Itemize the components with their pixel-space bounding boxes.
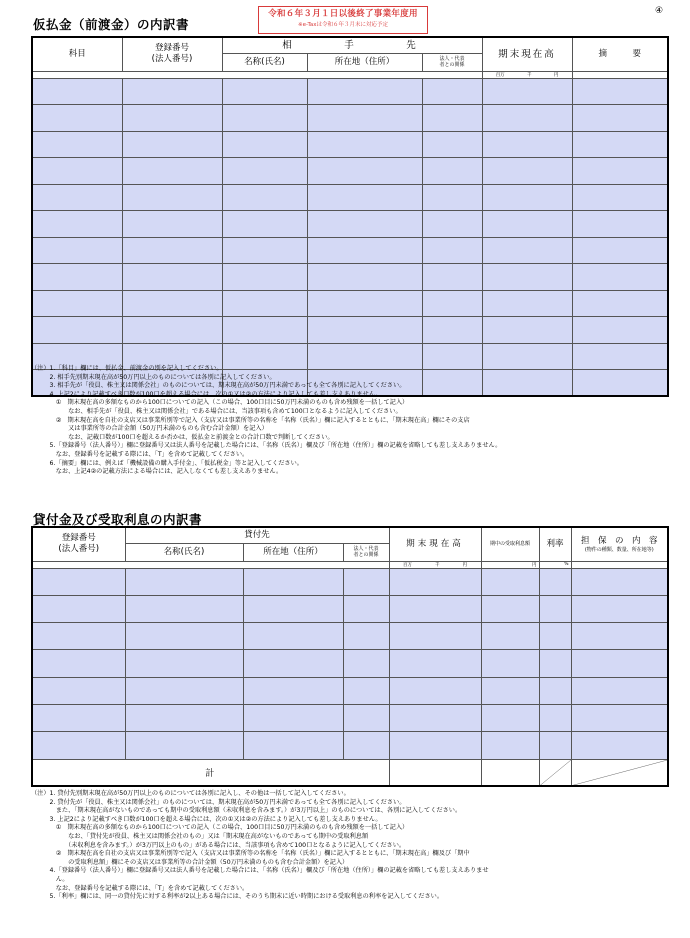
unit-spacer-right xyxy=(572,71,668,78)
kankei-cell[interactable] xyxy=(343,704,389,731)
header-touroku2-line1: 登録番号 xyxy=(61,533,96,544)
kankei-cell[interactable] xyxy=(422,131,482,158)
tanpo-cell[interactable] xyxy=(571,650,668,677)
unit-row2-interest xyxy=(481,561,539,568)
touroku-cell[interactable] xyxy=(122,317,222,344)
header-touroku2 xyxy=(32,527,125,561)
unit-row2 xyxy=(389,561,481,568)
note-line: 4.「登録番号（法人番号）」欄に登録番号又は法人番号を記載した場合には、「名称（氏名）」欄及び「所在地（住所）」欄の記載を省略しても差し支えありませ xyxy=(31,867,489,875)
kamoku-cell[interactable] xyxy=(32,158,122,185)
header-tanpo-main: 担 保 の 内 容 xyxy=(581,535,658,546)
shozaichi-cell[interactable] xyxy=(243,568,343,595)
header-kankei2-line1: 法人・代表 xyxy=(353,546,379,552)
note-line: なお、相手先が「役員、株主又は関係会社」である場合には、当該事項も含めて100口となるように記入してください。 xyxy=(31,407,402,415)
riritsu-cell[interactable] xyxy=(539,704,571,731)
note-line: （注）1. 貸付先別期末現在高が50万円以上のものについては各別に記入し、その他は一括して記入してください。 xyxy=(31,790,350,797)
total-tanpo-slash xyxy=(571,759,668,786)
header-touroku2-line2: (法人番号) xyxy=(58,544,100,555)
kimatsu-cell[interactable] xyxy=(389,650,481,677)
touroku-cell[interactable] xyxy=(32,623,125,650)
kankei-cell[interactable] xyxy=(422,211,482,238)
section2-notes xyxy=(31,790,671,902)
uketori-cell[interactable] xyxy=(481,677,539,704)
kimatsu-cell[interactable] xyxy=(482,131,572,158)
note-line: なお、記載口数が100口を超えるか否かは、仮払金と前渡金との合計口数で判断してください。 xyxy=(31,433,334,441)
shozaichi-cell[interactable] xyxy=(307,158,422,185)
header-kimatsu: 期末現在高 xyxy=(482,37,572,71)
unit-hyakuman: 百万 xyxy=(495,72,505,78)
uketori-cell[interactable] xyxy=(481,623,539,650)
meishou-cell[interactable] xyxy=(125,650,243,677)
header-shozaichi2: 所在地（住所） xyxy=(243,543,343,561)
kankei-cell[interactable] xyxy=(343,732,389,759)
prepayment-rows xyxy=(32,78,668,396)
touroku-cell[interactable] xyxy=(32,650,125,677)
meishou-cell[interactable] xyxy=(222,131,307,158)
unit-spacer xyxy=(32,71,482,78)
header-kankei2 xyxy=(343,543,389,561)
meishou-cell[interactable] xyxy=(222,158,307,185)
note-line: 3. 上記2により記載すべき口数が100口を超える場合には、次の①又は②の方法により記入しても差し支えありません。 xyxy=(31,815,382,823)
badge-line1: 令和６年３月１日以後終了事業年度用 xyxy=(268,9,418,19)
riritsu-cell[interactable] xyxy=(539,732,571,759)
header-tekiyou: 摘 要 xyxy=(572,37,668,71)
kamoku-cell[interactable] xyxy=(32,237,122,264)
tekiyou-cell[interactable] xyxy=(572,158,668,185)
meishou-cell[interactable] xyxy=(222,237,307,264)
kankei-cell[interactable] xyxy=(343,650,389,677)
meishou-cell[interactable] xyxy=(125,623,243,650)
note-line: ① 期末現在高の多額なものから100口についての記入（この場合、100口目に50万円未満のものも含め残額を一括して記入） xyxy=(31,399,409,407)
note-line: 2. 相手先別期末現在高が50万円以上のものについては各別に記入してください。 xyxy=(31,373,276,381)
shozaichi-cell[interactable] xyxy=(307,290,422,317)
kimatsu-cell[interactable] xyxy=(482,264,572,291)
unit-spacer2 xyxy=(32,561,389,568)
uketori-cell[interactable] xyxy=(481,568,539,595)
unit2-interest-en: 円 xyxy=(532,562,537,568)
touroku-cell[interactable] xyxy=(32,677,125,704)
table-row xyxy=(32,131,668,158)
tekiyou-cell[interactable] xyxy=(572,131,668,158)
kankei-cell[interactable] xyxy=(422,317,482,344)
note-line: 5.「利率」欄には、同一の貸付先に対する利率が2以上ある場合には、そのうち期末に近い時期における受取利息の利率を記入してください。 xyxy=(31,893,444,901)
kankei-cell[interactable] xyxy=(422,237,482,264)
table-row xyxy=(32,623,668,650)
badge-line2: ※e-Taxは令和６年３月末に対応予定 xyxy=(297,22,389,28)
note-line: なお、「貸付先が役員、株主又は関係会社のもの」又は「期末現在高がないものであっても期中の受取利息額 xyxy=(31,832,369,840)
tekiyou-cell[interactable] xyxy=(572,290,668,317)
kimatsu-cell[interactable] xyxy=(389,568,481,595)
tanpo-cell[interactable] xyxy=(571,732,668,759)
note-line: （注）1.「科目」欄には、仮払金、前渡金の別を記入してください。 xyxy=(31,365,223,372)
table-row xyxy=(32,78,668,105)
table-row xyxy=(32,105,668,132)
touroku-cell[interactable] xyxy=(122,264,222,291)
meishou-cell[interactable] xyxy=(222,317,307,344)
table-row xyxy=(32,237,668,264)
table-row xyxy=(32,184,668,211)
meishou-cell[interactable] xyxy=(125,568,243,595)
touroku-cell[interactable] xyxy=(122,211,222,238)
shozaichi-cell[interactable] xyxy=(243,650,343,677)
tanpo-cell[interactable] xyxy=(571,623,668,650)
table-row xyxy=(32,704,668,731)
kimatsu-cell[interactable] xyxy=(389,732,481,759)
touroku-cell[interactable] xyxy=(122,105,222,132)
kankei-cell[interactable] xyxy=(422,78,482,105)
kankei-cell[interactable] xyxy=(422,184,482,211)
touroku-cell[interactable] xyxy=(122,131,222,158)
meishou-cell[interactable] xyxy=(222,264,307,291)
shozaichi-cell[interactable] xyxy=(243,623,343,650)
unit-row xyxy=(482,71,572,78)
tekiyou-cell[interactable] xyxy=(572,211,668,238)
header-kimatsu2: 期末現在高 xyxy=(389,527,481,561)
total-label: 計 xyxy=(32,759,389,786)
kimatsu-cell[interactable] xyxy=(389,704,481,731)
header-riritsu: 利率 xyxy=(539,527,571,561)
table-row xyxy=(32,595,668,622)
note-line: （未収利息を含みます。）が3万円以上のもの」がある場合には、当該事項も含めて100口となるように記入してください。 xyxy=(31,841,406,849)
meishou-cell[interactable] xyxy=(222,184,307,211)
unit-spacer2-right xyxy=(571,561,668,568)
kamoku-cell[interactable] xyxy=(32,131,122,158)
header-touroku-line1: 登録番号 xyxy=(154,43,189,54)
section1-notes xyxy=(31,365,671,477)
kimatsu-cell[interactable] xyxy=(389,677,481,704)
uketori-cell[interactable] xyxy=(481,650,539,677)
kankei-cell[interactable] xyxy=(343,595,389,622)
kimatsu-cell[interactable] xyxy=(389,595,481,622)
fiscal-year-badge xyxy=(258,6,428,34)
kimatsu-cell[interactable] xyxy=(389,623,481,650)
touroku-cell[interactable] xyxy=(32,595,125,622)
meishou-cell[interactable] xyxy=(222,105,307,132)
note-line: 又は事業所等の合計金額（50万円未満のものも含む合計金額）を記入） xyxy=(31,425,268,433)
riritsu-cell[interactable] xyxy=(539,677,571,704)
meishou-cell[interactable] xyxy=(222,78,307,105)
shozaichi-cell[interactable] xyxy=(307,237,422,264)
kimatsu-cell[interactable] xyxy=(482,317,572,344)
kimatsu-cell[interactable] xyxy=(482,158,572,185)
table-row xyxy=(32,568,668,595)
total-kimatsu[interactable] xyxy=(389,759,481,786)
note-line: 3. 相手先が「役員、株主又は関係会社」のものについては、期末現在高が50万円未満であっても全て各別に記入してください。 xyxy=(31,382,406,390)
shozaichi-cell[interactable] xyxy=(307,131,422,158)
note-line: ② 期末現在高を自社の支店又は事業所別等で記入（支店又は事業所等の名称を「名称（氏名）」欄に記入するとともに、「期末現在高」欄にその支店 xyxy=(31,416,470,424)
touroku-cell[interactable] xyxy=(32,568,125,595)
note-line: 6.「摘要」欄には、例えば「機械設備の購入手付金」、「仮払税金」等と記入してください。 xyxy=(31,459,303,467)
header-aite: 相 手 先 xyxy=(222,37,482,53)
tekiyou-cell[interactable] xyxy=(572,264,668,291)
kimatsu-cell[interactable] xyxy=(482,78,572,105)
table-row xyxy=(32,317,668,344)
touroku-cell[interactable] xyxy=(122,237,222,264)
header-touroku xyxy=(122,37,222,71)
kimatsu-cell[interactable] xyxy=(482,211,572,238)
meishou-cell[interactable] xyxy=(125,732,243,759)
shozaichi-cell[interactable] xyxy=(243,732,343,759)
total-uketori[interactable] xyxy=(481,759,539,786)
kimatsu-cell[interactable] xyxy=(482,184,572,211)
header-touroku-line2: (法人番号) xyxy=(151,54,193,65)
kankei-cell[interactable] xyxy=(343,568,389,595)
kankei-cell[interactable] xyxy=(422,105,482,132)
header-meishou2: 名称(氏名) xyxy=(125,543,243,561)
header-kankei2-line2: 者との関係 xyxy=(353,552,379,558)
unit-row2-rate xyxy=(539,561,571,568)
header-tanpo-sub: (物件の種類、数量、所在地等) xyxy=(584,546,654,553)
shozaichi-cell[interactable] xyxy=(307,105,422,132)
shozaichi-cell[interactable] xyxy=(307,264,422,291)
kamoku-cell[interactable] xyxy=(32,78,122,105)
header-tanpo xyxy=(571,527,668,561)
loan-rows xyxy=(32,568,668,759)
touroku-cell[interactable] xyxy=(122,78,222,105)
header-uketori: 期中の受取利息額 xyxy=(481,527,539,561)
header-shozaichi: 所在地（住所） xyxy=(307,53,422,71)
kamoku-cell[interactable] xyxy=(32,290,122,317)
kankei-cell[interactable] xyxy=(422,290,482,317)
table-row xyxy=(32,650,668,677)
riritsu-cell[interactable] xyxy=(539,650,571,677)
touroku-cell[interactable] xyxy=(32,704,125,731)
page-number: ④ xyxy=(655,6,664,16)
note-line: 4. 上記2により記載すべき口数が100口を超える場合には、次の①又は②の方法により記入しても差し支えありません。 xyxy=(31,390,382,398)
touroku-cell[interactable] xyxy=(122,290,222,317)
header-kamoku: 科目 xyxy=(32,37,122,71)
note-line: なお、上記4②の記載方法による場合には、記入しなくても差し支えありません。 xyxy=(31,468,283,476)
kankei-cell[interactable] xyxy=(343,677,389,704)
unit2-en: 円 xyxy=(462,562,468,568)
note-line: 5.「登録番号（法人番号）」欄に登録番号又は法人番号を記載した場合には、「名称（氏名）」欄及び「所在地（住所）」欄の記載を省略しても差し支えありません。 xyxy=(31,442,502,450)
meishou-cell[interactable] xyxy=(222,211,307,238)
uketori-cell[interactable] xyxy=(481,704,539,731)
tekiyou-cell[interactable] xyxy=(572,237,668,264)
tekiyou-cell[interactable] xyxy=(572,184,668,211)
uketori-cell[interactable] xyxy=(481,595,539,622)
note-line: の受取利息額」欄にその支店又は事業所等の合計金額（50万円未満のものも含む合計金額）を記入） xyxy=(31,858,349,866)
section2-title: 貸付金及び受取利息の内訳書 xyxy=(33,512,203,527)
note-line: 2. 貸付先が「役員、株主又は関係会社」のものについては、期末現在高が50万円未満であっても全て各別に記入してください。 xyxy=(31,798,406,806)
header-kashitsukesaki: 貸付先 xyxy=(125,527,389,543)
kankei-cell[interactable] xyxy=(343,623,389,650)
riritsu-cell[interactable] xyxy=(539,623,571,650)
header-kankei-line2: 者との関係 xyxy=(439,62,465,68)
kamoku-cell[interactable] xyxy=(32,317,122,344)
kimatsu-cell[interactable] xyxy=(482,237,572,264)
shozaichi-cell[interactable] xyxy=(307,184,422,211)
note-line: ② 期末現在高を自社の支店又は事業所別等で記入（支店又は事業所等の名称を「名称（氏名）」欄に記入するとともに、「期末現在高」欄及び「期中 xyxy=(31,850,470,858)
table-row xyxy=(32,264,668,291)
table-row xyxy=(32,290,668,317)
kankei-cell[interactable] xyxy=(422,158,482,185)
tekiyou-cell[interactable] xyxy=(572,317,668,344)
meishou-cell[interactable] xyxy=(125,704,243,731)
table-row xyxy=(32,158,668,185)
header-meishou: 名称(氏名) xyxy=(222,53,307,71)
table-row xyxy=(32,211,668,238)
section1-title: 仮払金（前渡金）の内訳書 xyxy=(33,17,190,32)
shozaichi-cell[interactable] xyxy=(307,78,422,105)
tanpo-cell[interactable] xyxy=(571,595,668,622)
header-kankei-line1: 法人・代表 xyxy=(439,56,465,62)
shozaichi-cell[interactable] xyxy=(243,677,343,704)
meishou-cell[interactable] xyxy=(125,677,243,704)
meishou-cell[interactable] xyxy=(125,595,243,622)
unit-sen: 千 xyxy=(527,72,532,78)
kankei-cell[interactable] xyxy=(422,264,482,291)
note-line: なお、登録番号を記載する際には、「T」を含めて記載してください。 xyxy=(31,450,249,458)
kimatsu-cell[interactable] xyxy=(482,105,572,132)
unit2-sen: 千 xyxy=(435,562,440,568)
note-line: また、「期末現在高がないものであっても期中の受取利息額（未収利息を含みます。）が3万円以上」のものについては、各別に記入してください。 xyxy=(31,807,462,815)
tanpo-cell[interactable] xyxy=(571,677,668,704)
unit2-percent: % xyxy=(564,562,569,567)
tekiyou-cell[interactable] xyxy=(572,105,668,132)
shozaichi-cell[interactable] xyxy=(307,317,422,344)
touroku-cell[interactable] xyxy=(32,732,125,759)
shozaichi-cell[interactable] xyxy=(243,704,343,731)
shozaichi-cell[interactable] xyxy=(243,595,343,622)
touroku-cell[interactable] xyxy=(122,158,222,185)
unit-en: 円 xyxy=(553,72,559,78)
header-kankei xyxy=(422,53,482,71)
riritsu-cell[interactable] xyxy=(539,595,571,622)
prepayment-table xyxy=(31,36,669,397)
kamoku-cell[interactable] xyxy=(32,264,122,291)
total-row xyxy=(32,759,668,786)
table-row xyxy=(32,732,668,759)
shozaichi-cell[interactable] xyxy=(307,211,422,238)
kamoku-cell[interactable] xyxy=(32,184,122,211)
table-row xyxy=(32,677,668,704)
note-line: ん。 xyxy=(31,875,69,883)
riritsu-cell[interactable] xyxy=(539,568,571,595)
note-line: なお、登録番号を記載する際には、「T」を含めて記載してください。 xyxy=(31,884,249,892)
loan-table xyxy=(31,526,669,787)
meishou-cell[interactable] xyxy=(222,290,307,317)
kamoku-cell[interactable] xyxy=(32,211,122,238)
touroku-cell[interactable] xyxy=(122,184,222,211)
kamoku-cell[interactable] xyxy=(32,105,122,132)
tanpo-cell[interactable] xyxy=(571,704,668,731)
total-riritsu-slash xyxy=(539,759,571,786)
uketori-cell[interactable] xyxy=(481,732,539,759)
kimatsu-cell[interactable] xyxy=(482,290,572,317)
tekiyou-cell[interactable] xyxy=(572,78,668,105)
note-line: ① 期末現在高の多額なものから100口についての記入（この場合、100口目に50万円未満のものも含め残額を一括して記入） xyxy=(31,824,409,832)
unit2-hyakuman: 百万 xyxy=(403,562,413,568)
tanpo-cell[interactable] xyxy=(571,568,668,595)
